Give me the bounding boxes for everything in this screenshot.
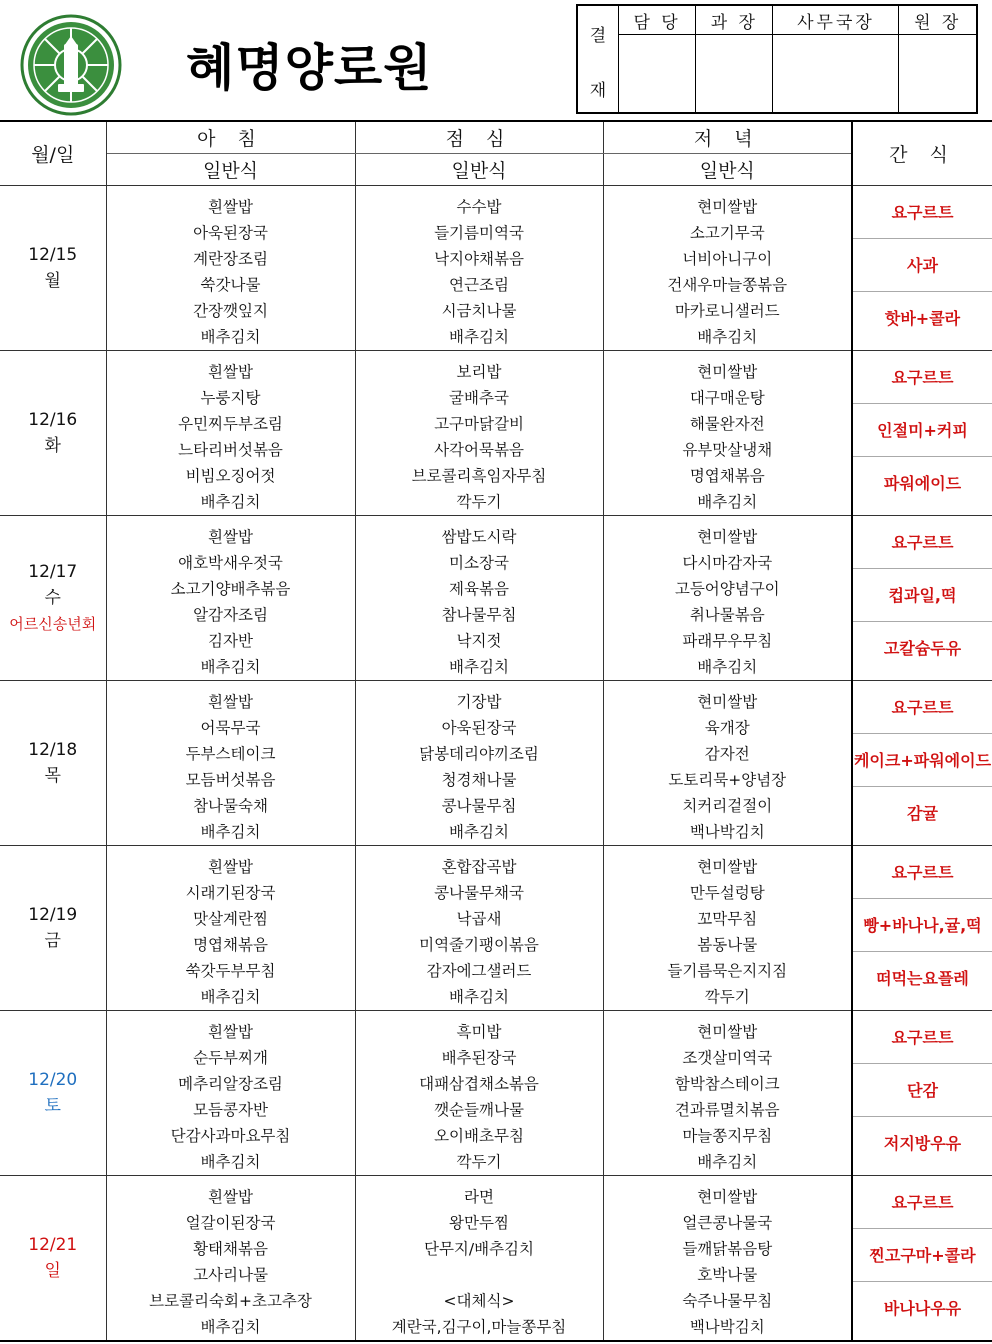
snack-cell <box>852 846 992 1011</box>
dinner-cell <box>603 681 852 846</box>
dinner-dish: 해물완자전 <box>689 415 765 433</box>
dinner-cell <box>603 351 852 516</box>
date-header: 월/일 <box>0 121 106 186</box>
dinner-dish: 들깨닭볶음탕 <box>682 1240 773 1258</box>
dinner-dish: 현미쌀밥 <box>697 693 758 711</box>
dinner-dish: 현미쌀밥 <box>697 1023 758 1041</box>
lunch-dish: 낙지야채볶음 <box>434 250 524 268</box>
dinner-dish: 백나박김치 <box>689 1318 765 1336</box>
dinner-dish: 현미쌀밥 <box>697 858 758 876</box>
dinner-dish: 치커리겉절이 <box>682 797 773 815</box>
lunch-dish: 콩나물무침 <box>441 797 517 815</box>
day-weekday: 수 <box>44 588 61 608</box>
snack-item: 요구르트 <box>853 351 992 404</box>
lunch-dish: 오이배초무침 <box>434 1127 524 1145</box>
breakfast-dish: 시래기된장국 <box>185 884 276 902</box>
lunch-dish: 흑미밥 <box>456 1023 502 1041</box>
breakfast-dish: 흰쌀밥 <box>208 858 253 876</box>
snack-item: 요구르트 <box>853 516 992 569</box>
breakfast-dish: 누룽지탕 <box>200 389 261 407</box>
lunch-cell <box>355 846 603 1011</box>
lunch-dish: 깻순들깨나물 <box>434 1101 524 1119</box>
lunch-cell <box>355 351 603 516</box>
snack-item: 요구르트 <box>853 846 992 899</box>
day-event: 어르신송년회 <box>9 615 97 633</box>
breakfast-dish: 배추김치 <box>200 823 261 841</box>
dinner-dish: 감자전 <box>704 745 750 763</box>
breakfast-dish: 느타리버섯볶음 <box>178 441 283 459</box>
lunch-dish: 제육볶음 <box>449 580 509 598</box>
breakfast-dish: 고사리나물 <box>193 1266 268 1284</box>
breakfast-dish: 쑥갓나물 <box>200 276 261 294</box>
dinner-dish: 봄동나물 <box>697 936 758 954</box>
snack-item: 파워에이드 <box>883 473 962 493</box>
breakfast-dish: 계란장조림 <box>193 250 268 268</box>
lunch-dish: 수수밥 <box>456 198 502 216</box>
snack-item: 케이크+파워에이드 <box>853 734 992 787</box>
lunch-dish: 고구마닭갈비 <box>434 415 524 433</box>
dinner-dish: 만두설렁탕 <box>689 884 765 902</box>
breakfast-dish: 비빔오징어젓 <box>185 467 276 485</box>
dinner-cell <box>603 1011 852 1176</box>
lunch-dish: 대패삼겹채소볶음 <box>419 1075 539 1093</box>
day-row <box>0 1011 992 1176</box>
breakfast-dish: 순두부찌개 <box>193 1049 268 1067</box>
breakfast-dish: 흰쌀밥 <box>208 363 253 381</box>
weekly-menu-table <box>0 120 992 1342</box>
snack-item: 요구르트 <box>853 1176 992 1229</box>
day-date: 12/17 <box>28 562 78 582</box>
page-header <box>0 0 992 118</box>
breakfast-dish: 두부스테이크 <box>185 745 276 763</box>
snack-item: 요구르트 <box>853 186 992 239</box>
lunch-dish: 라면 <box>464 1188 494 1206</box>
snack-item: 인절미+커피 <box>853 404 992 457</box>
dinner-cell <box>603 516 852 681</box>
dinner-dish: 도토리묵+양념장 <box>668 771 787 789</box>
day-row <box>0 681 992 846</box>
breakfast-dish: 간장깻잎지 <box>193 302 268 320</box>
snack-item: 핫바+콜라 <box>884 308 961 328</box>
dinner-dish: 명엽채볶음 <box>689 467 765 485</box>
snack-item: 찐고구마+콜라 <box>853 1229 992 1282</box>
dinner-dish: 얼큰콩나물국 <box>682 1214 773 1232</box>
dinner-dish: 백나박김치 <box>689 823 765 841</box>
breakfast-dish: 쑥갓두부무침 <box>185 962 276 980</box>
breakfast-dish: 배추김치 <box>200 1153 261 1171</box>
approval-label-top: 결 <box>589 26 607 46</box>
day-date: 12/18 <box>28 740 78 760</box>
lunch-header: 점 심 <box>355 121 603 154</box>
breakfast-dish: 알감자조림 <box>193 606 268 624</box>
lunch-dish: 청경채나물 <box>441 771 517 789</box>
lunch-dish: 들기름미역국 <box>434 224 524 242</box>
breakfast-dish: 흰쌀밥 <box>208 1023 253 1041</box>
dinner-cell <box>603 1176 852 1342</box>
dinner-dish: 함박참스테이크 <box>674 1075 780 1093</box>
lunch-dish: 혼합잡곡밥 <box>441 858 517 876</box>
dinner-dish: 배추김치 <box>697 1153 758 1171</box>
menu-body <box>0 186 992 1342</box>
dinner-dish: 견과류멸치볶음 <box>674 1101 780 1119</box>
breakfast-dish: 아욱된장국 <box>193 224 268 242</box>
dinner-dish: 다시마감자국 <box>682 554 773 572</box>
breakfast-dish: 단감사과마요무침 <box>170 1127 291 1145</box>
breakfast-cell <box>106 516 355 681</box>
lunch-cell <box>355 681 603 846</box>
lunch-dish: 쌈밥도시락 <box>441 528 517 546</box>
breakfast-dish: 맛살계란찜 <box>193 910 268 928</box>
breakfast-cell <box>106 846 355 1011</box>
day-date: 12/19 <box>28 905 78 925</box>
dinner-dish: 취나물볶음 <box>689 606 765 624</box>
breakfast-dish: 애호박새우젓국 <box>178 554 283 572</box>
approval-box <box>576 4 978 114</box>
day-weekday: 토 <box>44 1096 61 1116</box>
snack-cell <box>852 186 992 351</box>
approval-label <box>577 5 619 113</box>
date-cell <box>0 681 106 846</box>
lunch-dish: 낙지젓 <box>456 632 502 650</box>
lunch-dish: 닭봉데리야끼조림 <box>419 745 539 763</box>
breakfast-dish: 참나물숙채 <box>193 797 268 815</box>
breakfast-dish: 명엽채볶음 <box>193 936 268 954</box>
lunch-cell <box>355 1176 603 1342</box>
snack-item: 요구르트 <box>853 1011 992 1064</box>
snack-item: 바나나우유 <box>883 1298 962 1318</box>
lunch-dish: 미소장국 <box>449 554 509 572</box>
dinner-dish: 육개장 <box>704 719 750 737</box>
breakfast-dish: 메추리알장조림 <box>178 1075 283 1093</box>
org-logo-emblem <box>20 14 122 116</box>
snack-item: 떠먹는요플레 <box>876 968 969 988</box>
dinner-dish: 조갯살미역국 <box>682 1049 773 1067</box>
lunch-dish: 단무지/배추김치 <box>423 1240 535 1258</box>
approval-sign-section-chief[interactable] <box>696 35 773 114</box>
breakfast-cell <box>106 681 355 846</box>
lunch-dish: 왕만두찜 <box>449 1214 509 1232</box>
dinner-dish: 호박나물 <box>697 1266 758 1284</box>
lunch-dish: 깍두기 <box>456 1153 502 1171</box>
day-row <box>0 1176 992 1342</box>
breakfast-dish: 브로콜리숙회+초고추장 <box>149 1292 312 1310</box>
dinner-dish: 마늘쫑지무침 <box>682 1127 773 1145</box>
breakfast-dish: 흰쌀밥 <box>208 528 253 546</box>
breakfast-dish: 모듬버섯볶음 <box>185 771 276 789</box>
approval-role-director: 원 장 <box>899 5 977 35</box>
lunch-dish: 미역줄기팽이볶음 <box>419 936 539 954</box>
day-row <box>0 516 992 681</box>
breakfast-dish: 흰쌀밥 <box>208 1188 253 1206</box>
breakfast-dish: 얼갈이된장국 <box>185 1214 276 1232</box>
breakfast-dish: 배추김치 <box>200 658 261 676</box>
lunch-dish: 계란국,김구이,마늘쫑무침 <box>391 1318 567 1336</box>
breakfast-dish: 김자반 <box>208 632 253 650</box>
approval-sign-staff[interactable] <box>619 35 696 114</box>
dinner-dish: 파래무우무침 <box>682 632 773 650</box>
snack-item: 단감 <box>853 1064 992 1117</box>
breakfast-cell <box>106 1011 355 1176</box>
lunch-dish: 배추된장국 <box>441 1049 517 1067</box>
dinner-dish: 배추김치 <box>697 493 758 511</box>
dinner-dish: 현미쌀밥 <box>697 198 758 216</box>
date-cell <box>0 1011 106 1176</box>
lunch-cell <box>355 186 603 351</box>
day-date: 12/21 <box>28 1235 78 1255</box>
breakfast-dish: 배추김치 <box>200 988 261 1006</box>
snack-item: 컵과일,떡 <box>853 569 992 622</box>
org-title: 혜명양로원 <box>186 39 433 97</box>
snack-item: 저지방우유 <box>883 1133 962 1153</box>
snack-cell <box>852 1176 992 1342</box>
dinner-header: 저 녁 <box>603 121 852 154</box>
lunch-dish: 연근조림 <box>449 276 509 294</box>
approval-role-staff: 담 당 <box>619 5 696 35</box>
dinner-dish: 꼬막무침 <box>697 910 758 928</box>
dinner-dish: 고등어양념구이 <box>674 580 780 598</box>
dinner-cell <box>603 846 852 1011</box>
lunch-dish: 배추김치 <box>449 988 509 1006</box>
lunch-dish: 배추김치 <box>449 658 509 676</box>
dinner-dish: 현미쌀밥 <box>697 528 758 546</box>
lunch-dish: 시금치나물 <box>441 302 517 320</box>
lunch-dish: 낙곱새 <box>456 910 502 928</box>
lunch-dish: 참나물무침 <box>441 606 517 624</box>
breakfast-dish: 소고기양배추볶음 <box>170 580 291 598</box>
lunch-dish: 사각어묵볶음 <box>434 441 524 459</box>
snack-cell <box>852 681 992 846</box>
snack-cell <box>852 1011 992 1176</box>
day-row <box>0 351 992 516</box>
snack-item: 빵+바나나,귤,떡 <box>853 899 992 952</box>
dinner-dish: 대구매운탕 <box>689 389 765 407</box>
breakfast-dish: 흰쌀밥 <box>208 693 253 711</box>
dinner-dish: 배추김치 <box>697 658 758 676</box>
dinner-dish: 유부맛살냉채 <box>682 441 773 459</box>
day-row <box>0 186 992 351</box>
breakfast-dish: 흰쌀밥 <box>208 198 253 216</box>
breakfast-dish: 배추김치 <box>200 328 261 346</box>
approval-role-office-director: 사무국장 <box>773 5 899 35</box>
breakfast-dish: 어묵무국 <box>200 719 261 737</box>
approval-sign-office-director[interactable] <box>773 35 899 114</box>
lunch-cell <box>355 1011 603 1176</box>
breakfast-cell <box>106 1176 355 1342</box>
dinner-dish: 건새우마늘쫑볶음 <box>667 276 788 294</box>
day-date: 12/15 <box>28 245 78 265</box>
lunch-dish <box>356 1262 603 1288</box>
day-weekday: 목 <box>44 766 61 786</box>
snack-header: 간 식 <box>852 121 992 186</box>
lunch-dish: 배추김치 <box>449 328 509 346</box>
dinner-dish: 마카로니샐러드 <box>674 302 780 320</box>
approval-label-bottom: 재 <box>589 81 607 101</box>
dinner-cell <box>603 186 852 351</box>
day-weekday: 금 <box>44 931 61 951</box>
lunch-dish: 콩나물무채국 <box>434 884 524 902</box>
dinner-dish: 너비아니구이 <box>682 250 773 268</box>
breakfast-type-header: 일반식 <box>106 154 355 186</box>
snack-item: 사과 <box>853 239 992 292</box>
lunch-dish: 굴배추국 <box>449 389 509 407</box>
lunch-cell <box>355 516 603 681</box>
snack-cell <box>852 351 992 516</box>
breakfast-dish: 황태채볶음 <box>193 1240 268 1258</box>
lunch-type-header: 일반식 <box>355 154 603 186</box>
breakfast-header: 아 침 <box>106 121 355 154</box>
lunch-dish: 기장밥 <box>456 693 502 711</box>
lunch-dish: 감자에그샐러드 <box>426 962 532 980</box>
dinner-dish: 현미쌀밥 <box>697 363 758 381</box>
date-cell <box>0 846 106 1011</box>
day-weekday: 월 <box>44 271 61 291</box>
day-date: 12/20 <box>28 1070 78 1090</box>
breakfast-dish: 우민찌두부조림 <box>178 415 283 433</box>
breakfast-dish: 배추김치 <box>200 1318 261 1336</box>
lunch-dish: 배추김치 <box>449 823 509 841</box>
dinner-dish: 들기름묵은지지짐 <box>667 962 788 980</box>
lunch-dish: <대체식> <box>443 1292 515 1310</box>
dinner-dish: 소고기무국 <box>689 224 765 242</box>
approval-role-section-chief: 과 장 <box>696 5 773 35</box>
snack-item: 요구르트 <box>853 681 992 734</box>
dinner-dish: 숙주나물무침 <box>682 1292 773 1310</box>
day-date: 12/16 <box>28 410 78 430</box>
dinner-dish: 깍두기 <box>704 988 750 1006</box>
lunch-dish: 브로콜리흑임자무침 <box>411 467 547 485</box>
approval-sign-director[interactable] <box>899 35 977 114</box>
date-cell <box>0 351 106 516</box>
breakfast-cell <box>106 186 355 351</box>
dinner-dish: 배추김치 <box>697 328 758 346</box>
lunch-dish: 깍두기 <box>456 493 502 511</box>
date-cell <box>0 186 106 351</box>
lunch-dish: 아욱된장국 <box>441 719 517 737</box>
date-cell <box>0 1176 106 1342</box>
day-weekday: 화 <box>44 436 61 456</box>
breakfast-dish: 배추김치 <box>200 493 261 511</box>
dinner-type-header: 일반식 <box>603 154 852 186</box>
breakfast-dish: 모듬콩자반 <box>193 1101 268 1119</box>
breakfast-cell <box>106 351 355 516</box>
day-weekday: 일 <box>44 1261 61 1281</box>
day-row <box>0 846 992 1011</box>
snack-item: 고칼슘두유 <box>883 638 962 658</box>
date-cell <box>0 516 106 681</box>
snack-cell <box>852 516 992 681</box>
snack-item: 감귤 <box>907 803 938 823</box>
dinner-dish: 현미쌀밥 <box>697 1188 758 1206</box>
lunch-dish: 보리밥 <box>456 363 502 381</box>
